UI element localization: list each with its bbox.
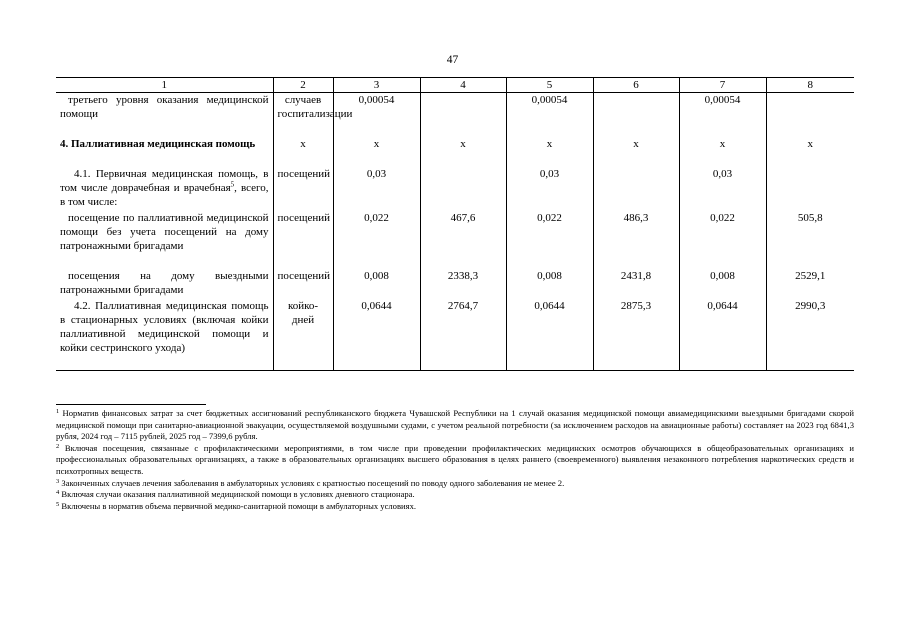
footnote-mark: 5 [56,500,60,508]
row-unit: посещений [273,167,333,211]
footnote [56,478,854,490]
section-heading: 4. Паллиативная медицинская помощь [56,137,273,167]
row-value: 2875,3 [593,299,679,371]
row-value: х [766,137,854,167]
row-description [56,167,273,211]
row-value: 0,008 [679,269,766,299]
row-description: посещения на дому выездными патронажными бригадами [56,269,273,299]
row-description: посещение по паллиативной медицинской помощи без учета посещений на дому патронажными бригадами [56,211,273,269]
row-value: 0,022 [679,211,766,269]
row-value: 2990,3 [766,299,854,371]
row-value: х [506,137,593,167]
row-value: х [679,137,766,167]
footnote [56,408,854,443]
row-value: 0,03 [679,167,766,211]
column-number: 1 [56,78,273,93]
row-value: 2431,8 [593,269,679,299]
column-number-row [56,78,854,93]
row-value: 2529,1 [766,269,854,299]
column-number: 8 [766,78,854,93]
row-value: 0,022 [506,211,593,269]
row-value: 0,008 [333,269,420,299]
footnote-mark: 3 [56,477,60,485]
column-number: 2 [273,78,333,93]
row-value: 0,0644 [679,299,766,371]
row-value: 505,8 [766,211,854,269]
row-unit: посещений [273,211,333,269]
row-value: 0,0644 [333,299,420,371]
column-number: 4 [420,78,506,93]
row-description: 4.2. Паллиативная медицинская помощь в стационарных условиях (включая койки паллиативной медицинской помощи и койки сестринского ухода) [56,299,273,371]
footnote-text: Норматив финансовых затрат за счет бюджетных ассигнований республиканского бюджета Чувашской Республики на 1 случай оказания медицинской помощи авиамедицинскими выездными бригадами скорой медицинской помощи при санитарно-авиационной эвакуации, осуществляемой воздушными судами, с учетом реальной потребности (за исключением расходов на авиационные работы) составляет на 2023 год 6841,3 рубля, 2024 год – 7115 рублей, 2025 год – 7399,6 рубля. [56,408,854,442]
table-row [56,93,854,137]
table-row [56,137,854,167]
row-description: третьего уровня оказания медицинской помощи [56,93,273,137]
row-value [766,93,854,137]
row-value: 0,0644 [506,299,593,371]
row-value [766,167,854,211]
footnote-mark: 2 [56,442,60,450]
footnote-text: Включая случаи оказания паллиативной медицинской помощи в условиях дневного стационара. [61,489,415,500]
row-unit: случаев госпитализации [273,93,333,137]
row-value: 0,008 [506,269,593,299]
column-number: 6 [593,78,679,93]
footnote-mark: 1 [56,408,60,415]
row-value: х [333,137,420,167]
column-number: 3 [333,78,420,93]
column-number: 7 [679,78,766,93]
row-value: 2338,3 [420,269,506,299]
column-number: 5 [506,78,593,93]
footnote-text: Законченных случаев лечения заболевания в амбулаторных условиях с кратностью посещений по поводу одного заболевания не менее 2. [61,477,565,488]
row-value: 0,00054 [333,93,420,137]
footnote-separator [56,404,206,405]
footnote-text: Включены в норматив объема первичной медико-санитарной помощи в амбулаторных условиях. [61,500,417,511]
norms-table [56,77,854,371]
footnote [56,489,854,501]
row-value: 0,00054 [679,93,766,137]
footnote-mark: 4 [56,489,60,497]
table-row [56,211,854,269]
row-value [420,167,506,211]
row-value [593,93,679,137]
row-value: 0,00054 [506,93,593,137]
table-row [56,269,854,299]
row-value: 467,6 [420,211,506,269]
page-number: 47 [446,54,459,66]
row-value: 486,3 [593,211,679,269]
row-value: 0,03 [506,167,593,211]
footnote [56,443,854,478]
row-value: х [593,137,679,167]
row-value [420,93,506,137]
table-row [56,167,854,211]
footnote-reference: 5 [230,179,235,188]
row-value: 0,03 [333,167,420,211]
footnote-text: Включая посещения, связанные с профилактическими мероприятиями, в том числе при проведении профилактических медицинских осмотров обучающихся в общеобразовательных организациях и профессиональных образовательных организациях, а также в образовательных организациях высшего образования в целях раннего (своевременного) выявления незаконного потребления наркотических средств и психотропных веществ. [56,442,855,476]
row-description-text: , всего, в том числе: [60,181,269,208]
row-value: 0,022 [333,211,420,269]
footnote [56,501,854,513]
row-description-text: 4.1. Первичная медицинская помощь, в том числе доврачебная и врачебная [60,167,269,194]
row-unit: койко-дней [273,299,333,371]
footnotes [56,408,854,512]
row-value [593,167,679,211]
row-unit: посещений [273,269,333,299]
table-row [56,299,854,371]
row-value: х [420,137,506,167]
row-unit: х [273,137,333,167]
row-value: 2764,7 [420,299,506,371]
